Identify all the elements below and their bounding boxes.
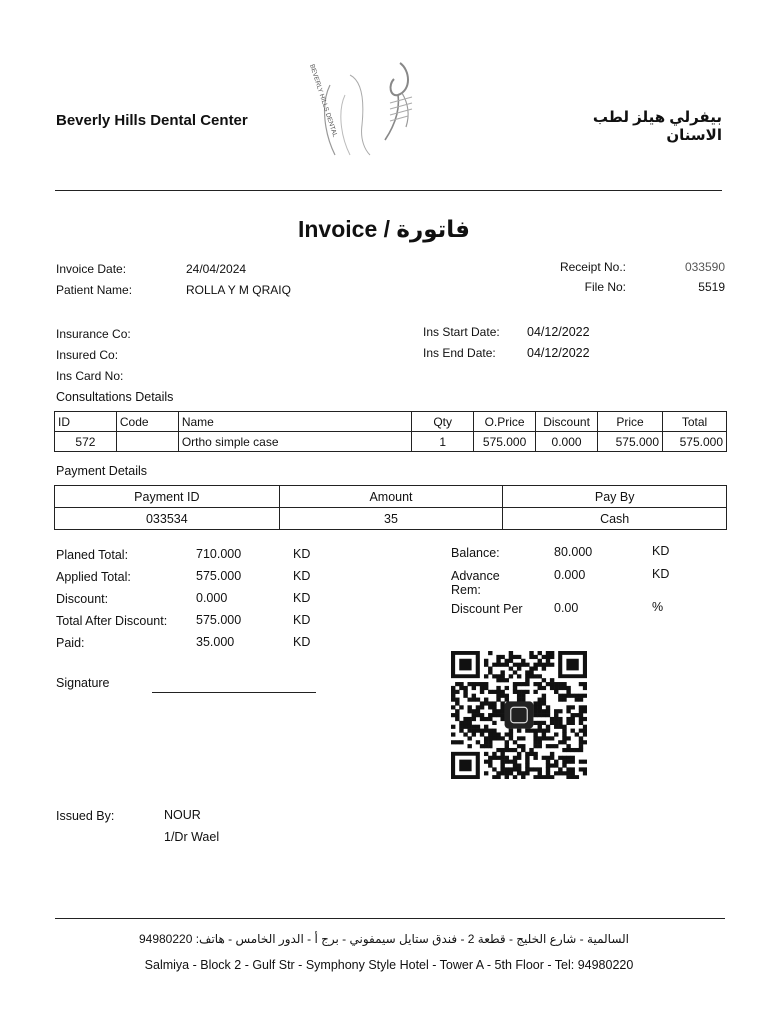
col-header-oprice: O.Price — [474, 412, 536, 432]
col-header-payment-id: Payment ID — [55, 486, 280, 508]
patient-name: ROLLA Y M QRAIQ — [186, 283, 291, 297]
invoice-date: 24/04/2024 — [186, 262, 247, 276]
cell-qty: 1 — [412, 432, 474, 452]
table-row — [55, 508, 727, 530]
advance-rem-unit: KD — [652, 567, 670, 581]
file-no-label: File No: — [584, 280, 626, 294]
insurance-company-label: Insurance Co: — [56, 327, 131, 341]
ins-start-label: Ins Start Date: — [423, 325, 500, 339]
clinic-name-ar: بيفرلي هيلز لطب الاسنان — [592, 109, 722, 144]
col-header-pay-by: Pay By — [503, 486, 727, 508]
col-header-price: Price — [598, 412, 663, 432]
ins-start-date: 04/12/2022 — [527, 325, 590, 339]
receipt-no-label: Receipt No.: — [559, 260, 626, 274]
ins-card-label: Ins Card No: — [56, 369, 124, 383]
col-header-name: Name — [178, 412, 411, 432]
cell-payment-id: 033534 — [55, 508, 280, 530]
planed-total-value: 710.000 — [196, 547, 242, 561]
paid-value: 35.000 — [196, 635, 235, 649]
planed-total-label: Planed Total: — [56, 548, 129, 562]
balance-value: 80.000 — [554, 545, 593, 559]
applied-total-unit: KD — [293, 569, 311, 583]
receipt-no: 033590 — [684, 260, 725, 274]
clinic-logo — [290, 55, 430, 160]
col-header-code: Code — [116, 412, 178, 432]
issued-by-label: Issued By: — [56, 809, 115, 823]
paid-label: Paid: — [56, 636, 85, 650]
balance-unit: KD — [652, 544, 670, 558]
cell-name: Ortho simple case — [178, 432, 411, 452]
payment-heading: Payment Details — [56, 464, 148, 478]
total-after-discount-unit: KD — [293, 613, 311, 627]
cell-oprice: 575.000 — [474, 432, 536, 452]
consultations-heading: Consultations Details — [56, 390, 174, 404]
applied-total-label: Applied Total: — [56, 570, 131, 584]
patient-name-label: Patient Name: — [56, 283, 133, 297]
discount-per-label: Discount Per — [451, 602, 523, 616]
cell-id: 572 — [55, 432, 117, 452]
paid-unit: KD — [293, 635, 311, 649]
header-divider — [55, 190, 722, 191]
file-no: 5519 — [698, 280, 725, 294]
total-after-discount-value: 575.000 — [196, 613, 242, 627]
cell-amount: 35 — [279, 508, 503, 530]
discount-per-unit: % — [652, 600, 664, 614]
issued-by-name: NOUR — [164, 808, 201, 822]
signature-line — [152, 692, 316, 693]
cell-total: 575.000 — [663, 432, 727, 452]
balance-label: Balance: — [451, 546, 500, 560]
col-header-total: Total — [663, 412, 727, 432]
footer-address-ar: السالمية - شارع الخليج - قطعة 2 - فندق ستايل سيمفوني - برج أ - الدور الخامس - هاتف: 94980220 — [138, 932, 630, 946]
ins-end-date: 04/12/2022 — [527, 346, 590, 360]
logo-text: BEVERLY HILLS DENTAL — [308, 63, 339, 139]
consultations-table — [54, 411, 727, 452]
table-row — [55, 432, 727, 452]
invoice-date-label: Invoice Date: — [56, 262, 127, 276]
advance-rem-label: Advance Rem: — [451, 569, 500, 597]
ins-end-label: Ins End Date: — [423, 346, 496, 360]
signature-label: Signature — [56, 676, 110, 690]
cell-discount: 0.000 — [536, 432, 598, 452]
advance-rem-value: 0.000 — [554, 568, 586, 582]
discount-unit: KD — [293, 591, 311, 605]
payment-header-row — [55, 486, 727, 508]
issued-by-doctor: 1/Dr Wael — [164, 830, 220, 844]
cell-code — [116, 432, 178, 452]
consultations-header-row — [55, 412, 727, 432]
invoice-title: Invoice / فاتورة — [297, 216, 470, 242]
discount-value: 0.000 — [196, 591, 228, 605]
cell-pay-by: Cash — [503, 508, 727, 530]
col-header-id: ID — [55, 412, 117, 432]
payment-table — [54, 485, 727, 530]
cell-price: 575.000 — [598, 432, 663, 452]
col-header-amount: Amount — [279, 486, 503, 508]
footer-address-en: Salmiya - Block 2 - Gulf Str - Symphony Style Hotel - Tower A - 5th Floor - Tel: 94980220 — [144, 958, 634, 972]
footer-divider — [55, 918, 725, 919]
planed-total-unit: KD — [293, 547, 311, 561]
insured-company-label: Insured Co: — [56, 348, 119, 362]
col-header-qty: Qty — [412, 412, 474, 432]
qr-code — [451, 651, 587, 779]
clinic-name-en: Beverly Hills Dental Center — [56, 112, 248, 129]
discount-per-value: 0.00 — [554, 601, 579, 615]
total-after-discount-label: Total After Discount: — [56, 614, 168, 628]
discount-label: Discount: — [56, 592, 109, 606]
applied-total-value: 575.000 — [196, 569, 242, 583]
col-header-discount: Discount — [536, 412, 598, 432]
